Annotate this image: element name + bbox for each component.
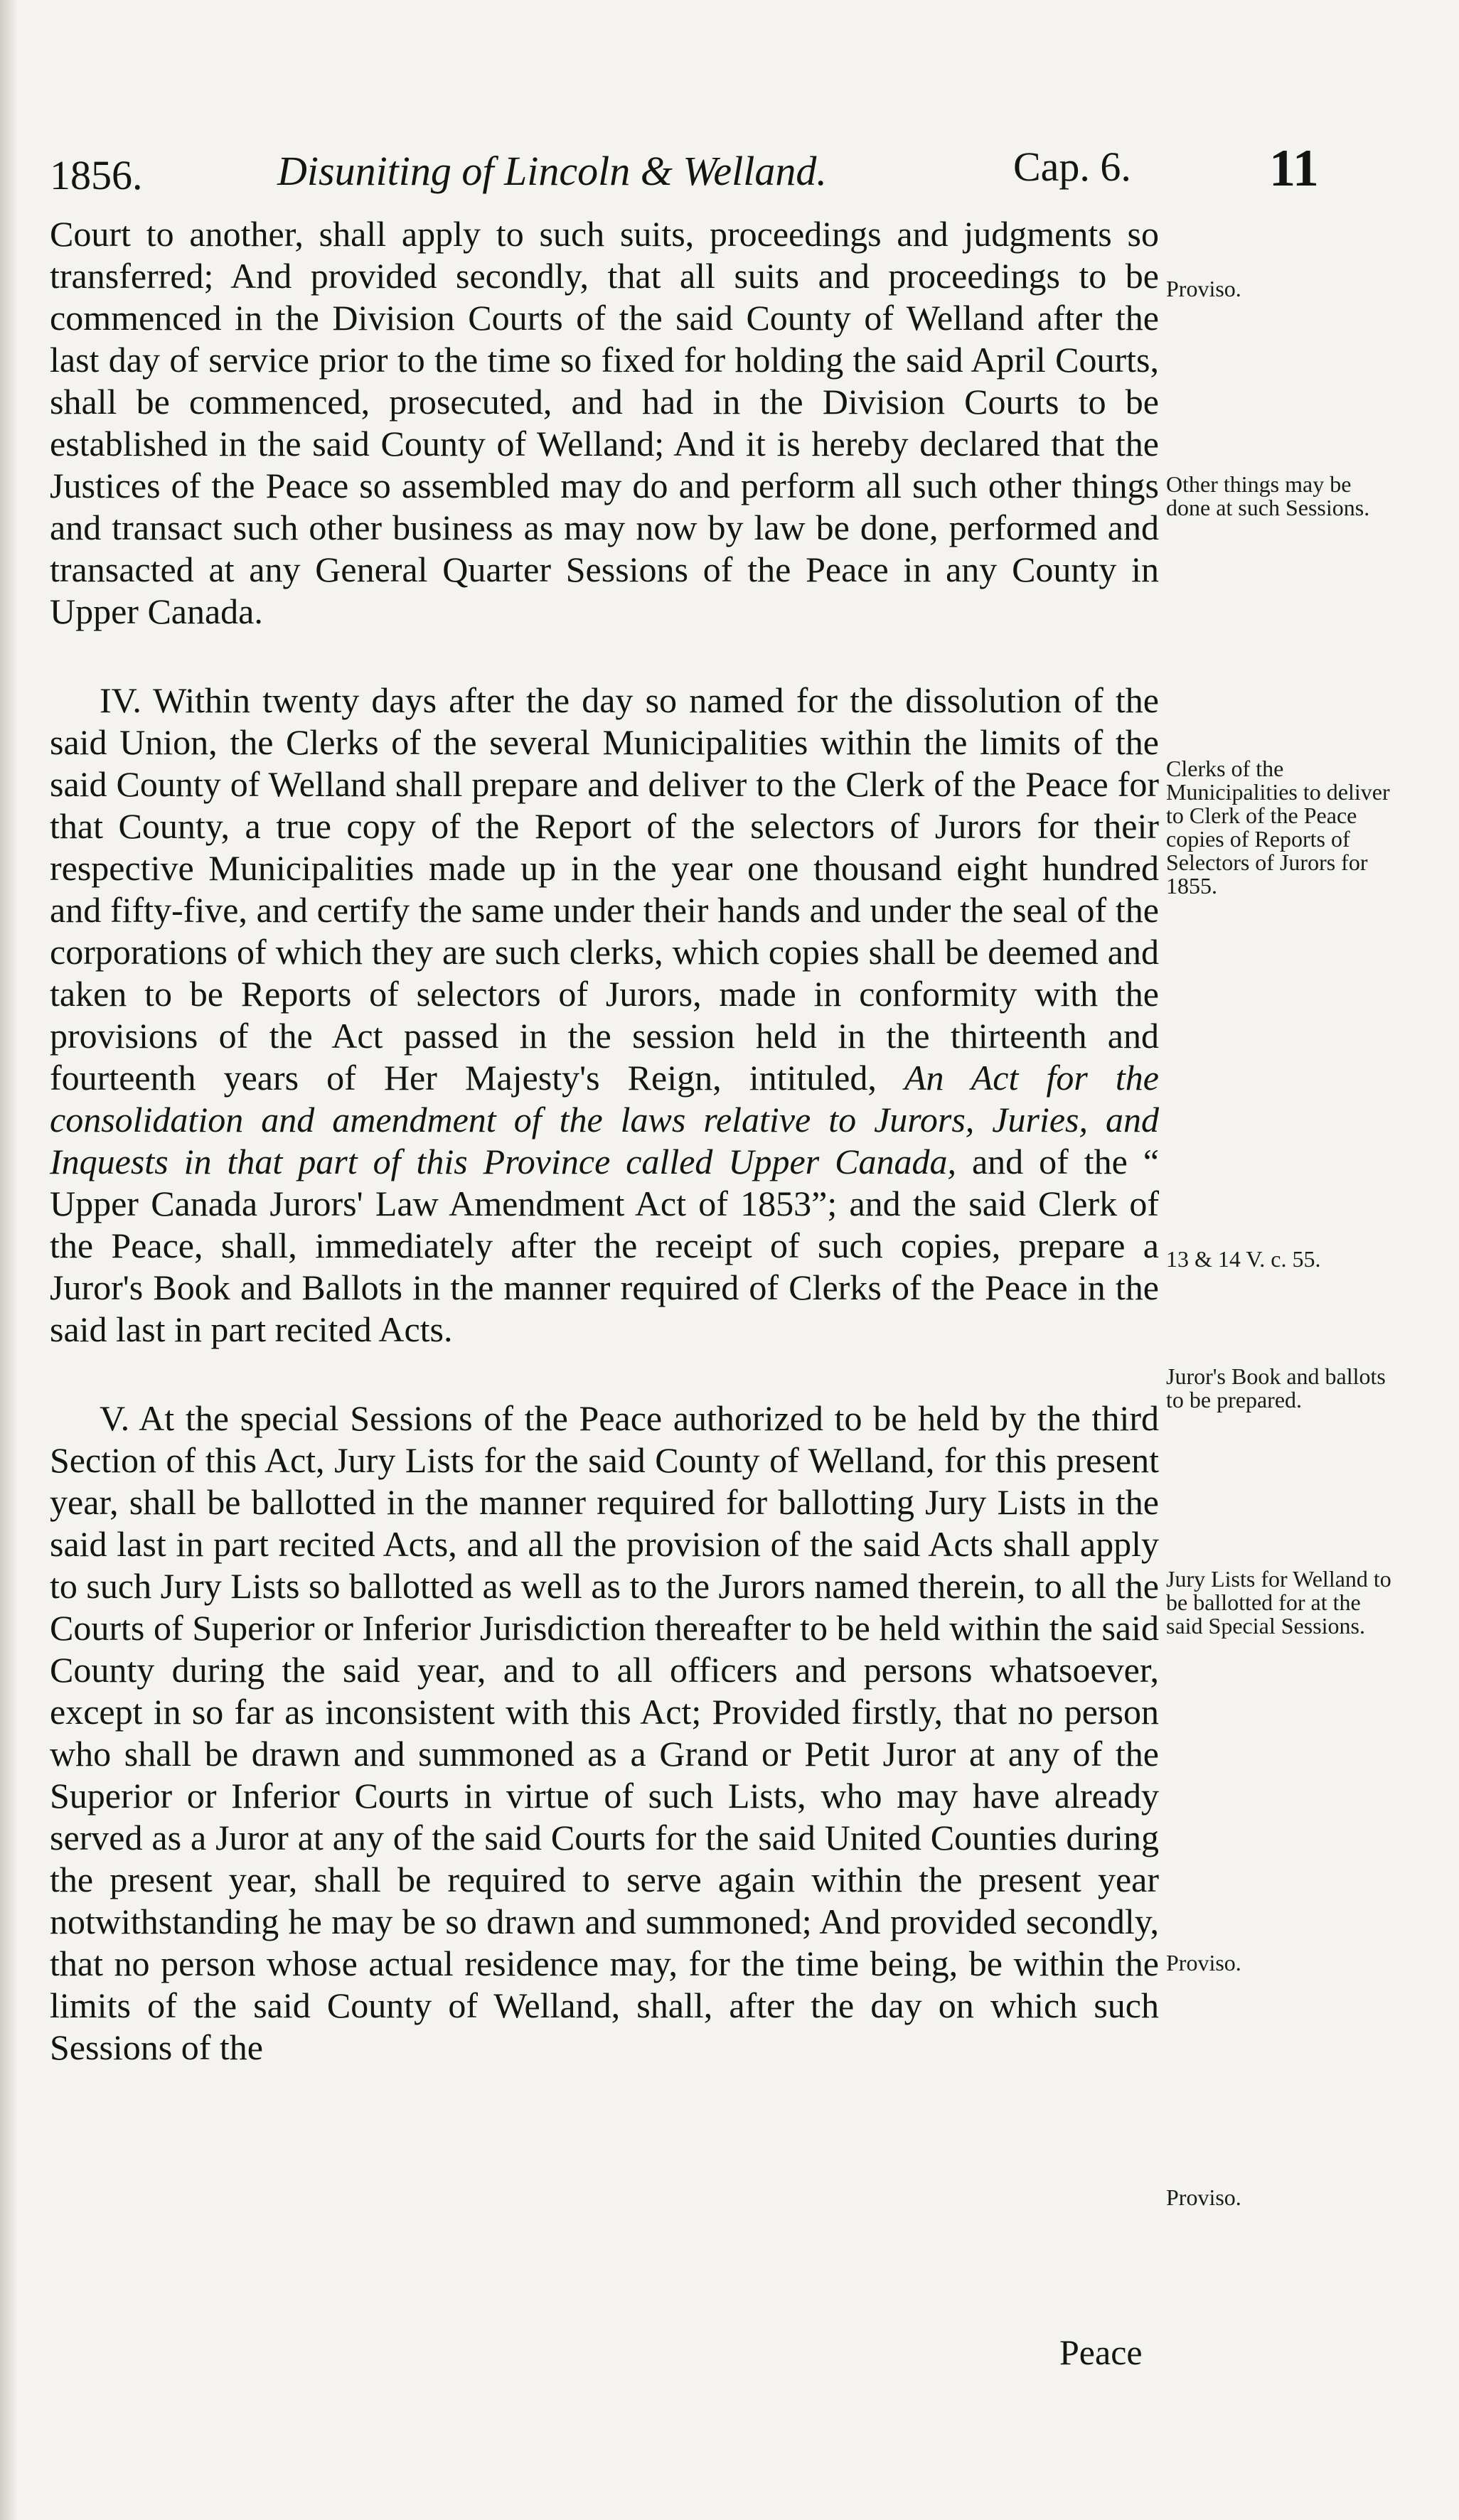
continuation-paragraph: Court to another, shall apply to such suits, proceedings and judgments so transferred; And provided secondly, that all suits and proceedings to be commenced in the Division Courts of the said County of Welland after the last day of service prior to the time so fixed for holding the said April Courts, shall be commenced, prosecuted, and had in the Division Courts to be established in the said County of Welland; And it is hereby declared that the Justices of the Peace so assembled may do and perform all such other things and transact such other business as may now by law be done, performed and transacted at any General Quarter Sessions of the Peace in any County in Upper Canada. xyxy=(50,214,1159,631)
marginal-note: Other things may be done at such Sessions. xyxy=(1166,471,1370,520)
section-iv-tail: and of the “ Upper Canada Jurors' Law Amendment Act of 1853”; and the said Clerk of the Peace, shall, immediately after the receipt of such copies, prepare a Juror's Book and Ballots in the manner required of Clerks of the Peace in the said last in part recited Acts. xyxy=(50,1142,1160,1349)
marginal-note: Proviso. xyxy=(1166,2184,1241,2210)
section-iv-paragraph xyxy=(50,680,1159,1351)
section-iv-act-title: An Act for the consolidation and amendment of the laws relative to Jurors, Juries, and Inquests in that part of this Province called Upper Canada, xyxy=(50,1058,1159,1181)
catchword: Peace xyxy=(1059,2332,1143,2372)
marginal-note: Juror's Book and ballots to be prepared. xyxy=(1166,1363,1386,1412)
marginal-note: 13 & 14 V. c. 55. xyxy=(1166,1246,1321,1272)
header-chapter: Cap. 6. xyxy=(1013,144,1131,190)
main-text-column xyxy=(50,213,1159,2069)
header-year: 1856. xyxy=(50,152,143,198)
marginal-note: Proviso. xyxy=(1166,1950,1241,1975)
running-header xyxy=(50,139,1344,203)
marginal-note: Proviso. xyxy=(1166,276,1241,301)
header-title: Disuniting of Lincoln & Welland. xyxy=(277,148,827,194)
page-number: 11 xyxy=(1269,139,1319,198)
page-binding-shadow xyxy=(0,0,18,2520)
section-v-paragraph: V. At the special Sessions of the Peace authorized to be held by the third Section of this Act, Jury Lists for the said County of Welland, for this present year, shall be ballotted in the manner required for ballotting Jury Lists in the said last in part recited Acts, and all the provision of the said Acts shall apply to such Jury Lists so ballotted as well as to the Jurors named therein, to all the Courts of Superior or Inferior Jurisdiction thereafter to be held within the said County during the said year, and to all officers and persons whatsoever, except in so far as inconsistent with this Act; Provided firstly, that no person who shall be drawn and summoned as a Grand or Petit Juror at any of the Superior or Inferior Courts in virtue of such Lists, who may have already served as a Juror at any of the said Courts for the said United Counties during the present year, shall be required to serve again within the present year notwithstanding he may be so drawn and summoned; And provided secondly, that no person whose actual residence may, for the time being, be within the limits of the said County of Welland, shall, after the day on which such Sessions of the xyxy=(50,1398,1159,2067)
section-iv-lead: IV. Within twenty days after the day so named for the dissolution of the said Union, the Clerks of the several Municipalities within the limits of the said County of Welland shall prepare and deliver to the Clerk of the Peace for that County, a true copy of the Report of the selectors of Jurors for their respective Municipalities made up in the year one thousand eight hundred and fifty-five, and certify the same under their hands and under the seal of the corporations of which they are such clerks, which copies shall be deemed and taken to be Reports of selectors of Jurors, made in conformity with the provisions of the Act passed in the session held in the thirteenth and fourteenth years of Her Majesty's Reign, intituled, xyxy=(50,680,1159,1098)
marginal-note: Jury Lists for Welland to be ballotted for at the said Special Sessions. xyxy=(1166,1566,1391,1639)
marginal-note: Clerks of the Municipalities to deliver to Clerk of the Peace copies of Reports of Selectors of Jurors for 1855. xyxy=(1166,756,1390,899)
